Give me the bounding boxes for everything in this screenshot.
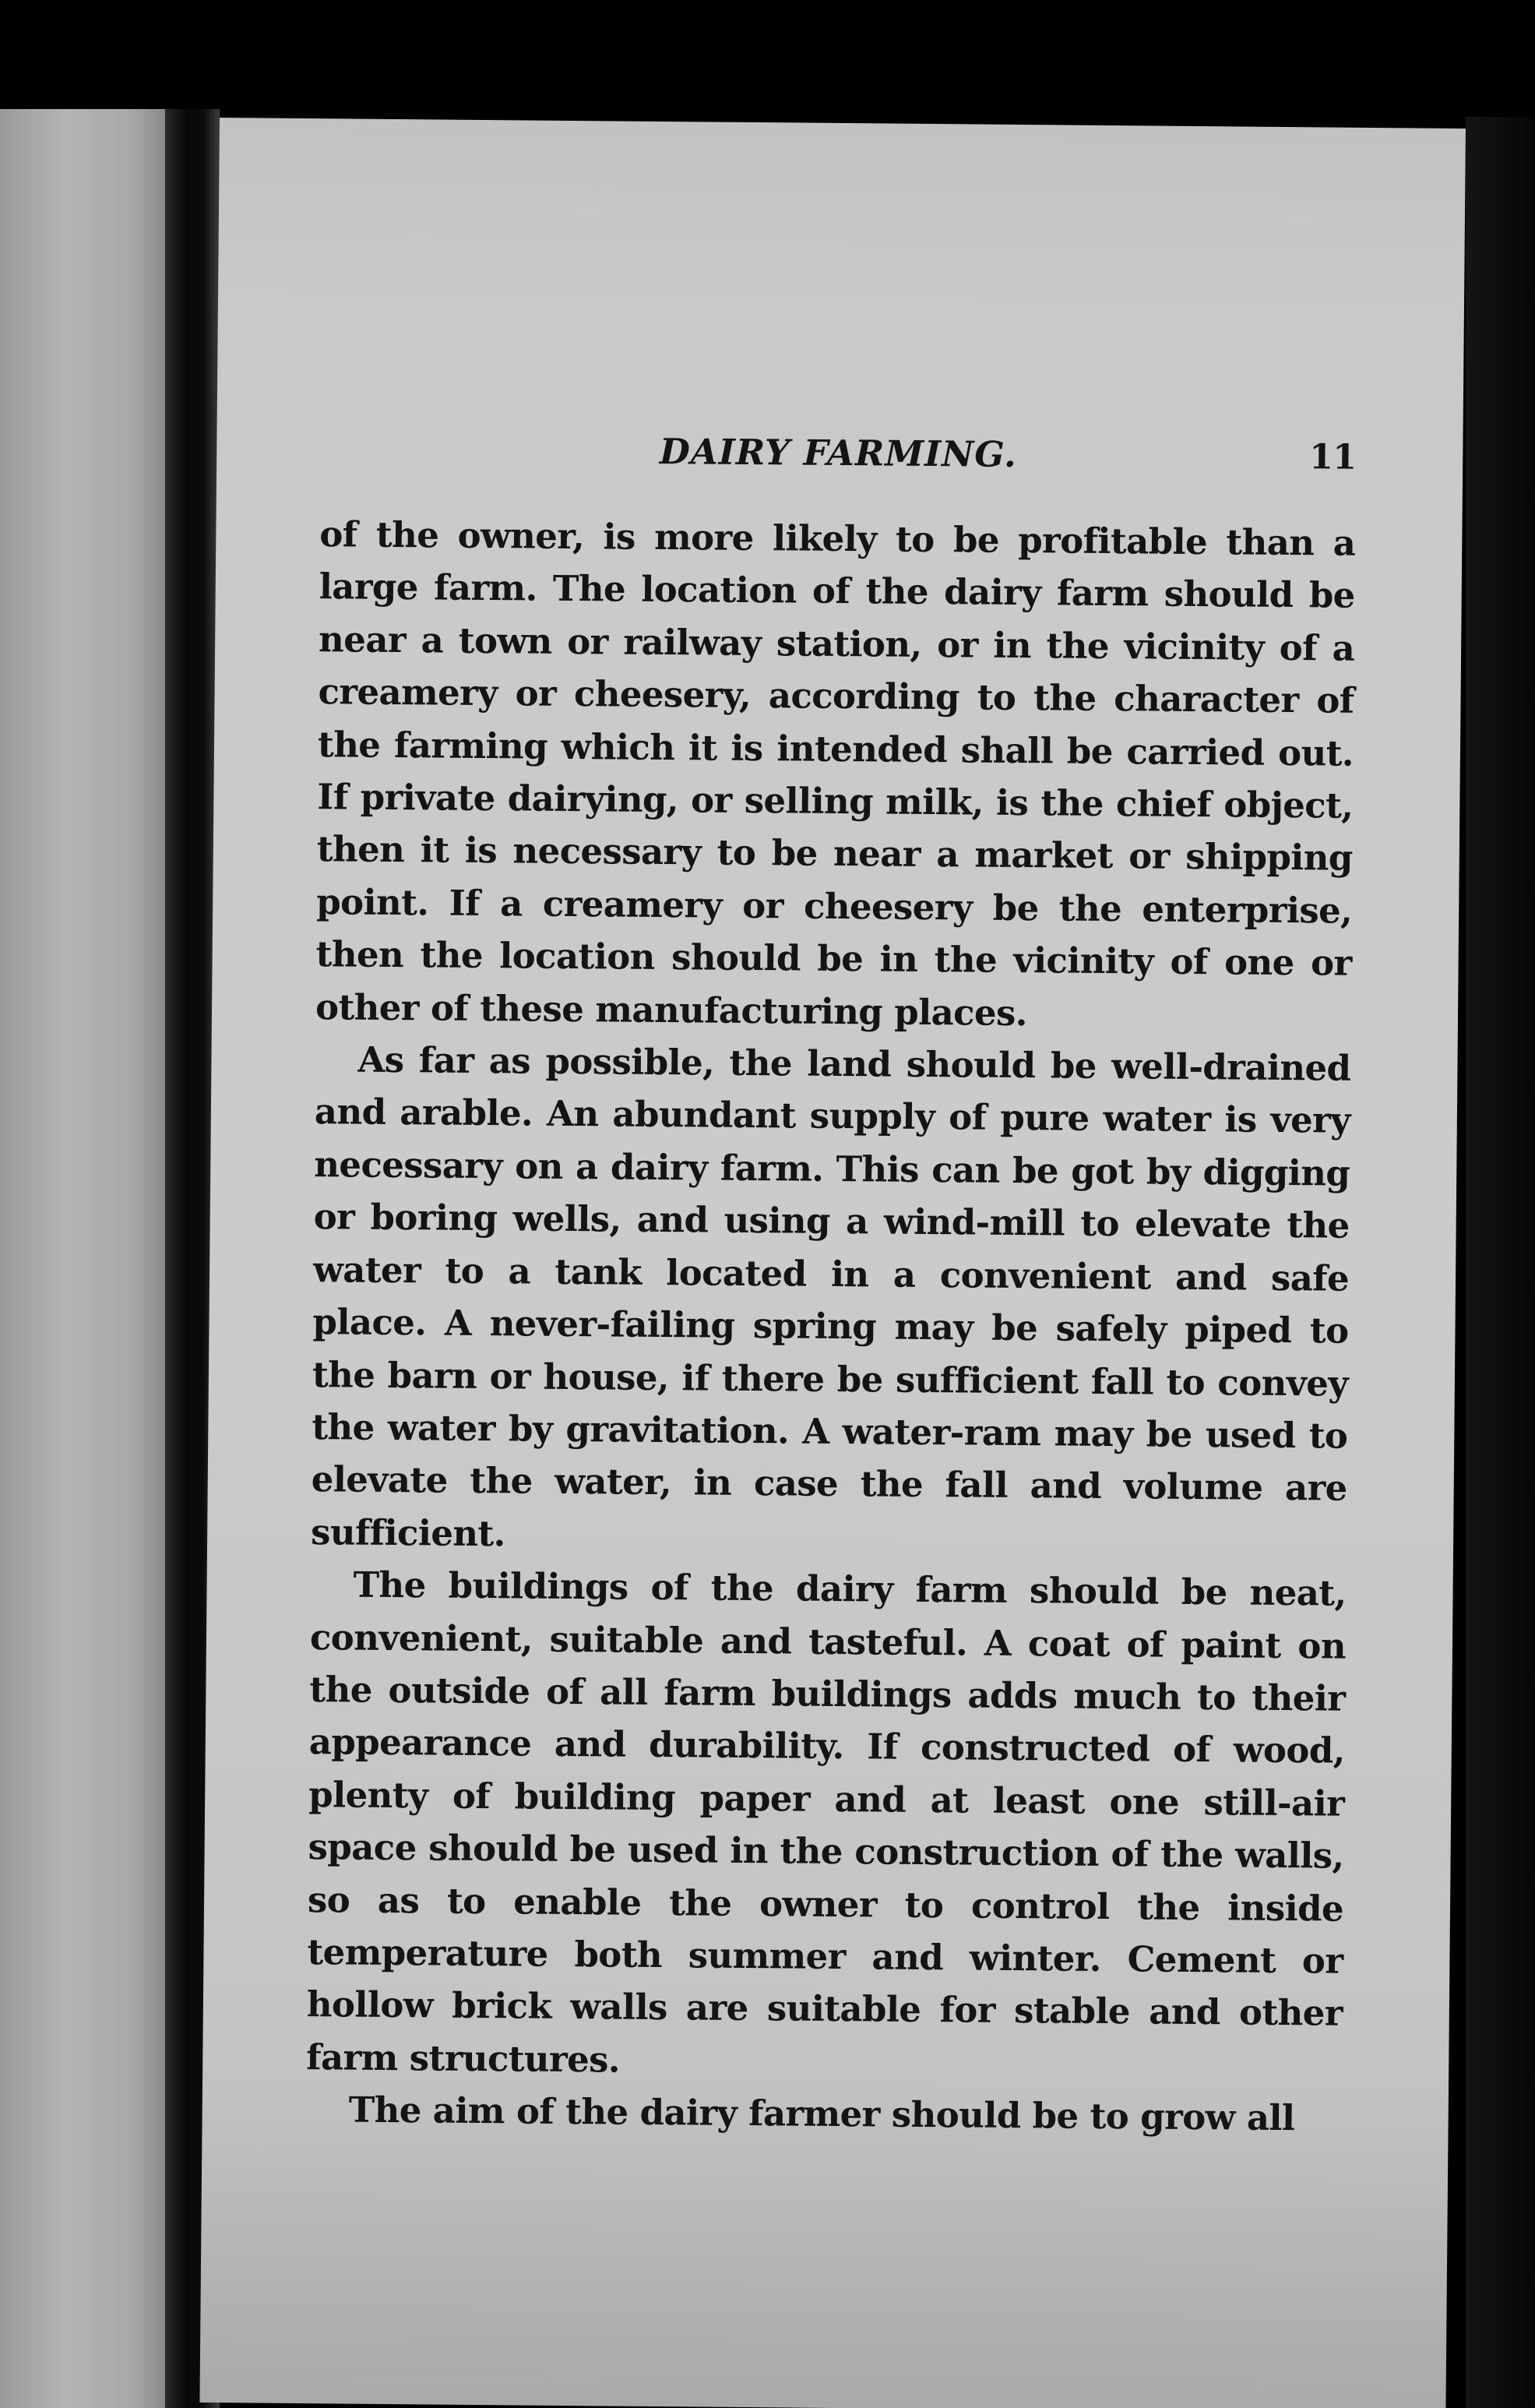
paragraph-4: The aim of the dairy farmer should be to grow all	[348, 2089, 1295, 2139]
paragraph-3: The buildings of the dairy farm should be neat, convenient, suitable and tasteful. A coat of paint on the outside of all farm buildings adds much to their appearance and durability. If constructed of wood, plenty of building paper and at least one still-air space should be used in the construction of the walls, so as to enable the owner to control the inside temperature both summer and winter. Cement or hollow brick walls are suitable for stable and other farm structures.	[306, 1564, 1347, 2081]
facing-page-edge	[0, 109, 165, 2408]
page-number: 11	[1309, 437, 1357, 478]
page-text-block	[305, 313, 1357, 2145]
page-header	[320, 422, 1357, 517]
book-page	[199, 118, 1466, 2408]
paragraph-1: of the owner, is more likely to be profitable than a large farm. The location of the dairy farm should be near a town or railway station, or in the vicinity of a creamery or cheesery, according to the character of the farming which it is intended shall be carried out. If private dairying, or selling milk, is the chief object, then it is necessary to be near a market or shipping point. If a creamery or cheesery be the enterprise, then the location should be in the vicinity of one or other of these manufacturing places.	[315, 513, 1356, 1034]
paragraph-2: As far as possible, the land should be well-drained and arable. An abundant supply of pure water is very necessary on a dairy farm. This can be got by digging or boring wells, and using a wind-mill to elevate the water to a tank located in a convenient and safe place. A never-failing spring may be safely piped to the barn or house, if there be sufficient fall to convey the water by gravitation. A water-ram may be used to elevate the water, in case the fall and volume are sufficient.	[310, 1038, 1351, 1555]
running-head: DAIRY FARMING.	[659, 430, 1017, 475]
scan-right-border	[1466, 117, 1535, 2408]
